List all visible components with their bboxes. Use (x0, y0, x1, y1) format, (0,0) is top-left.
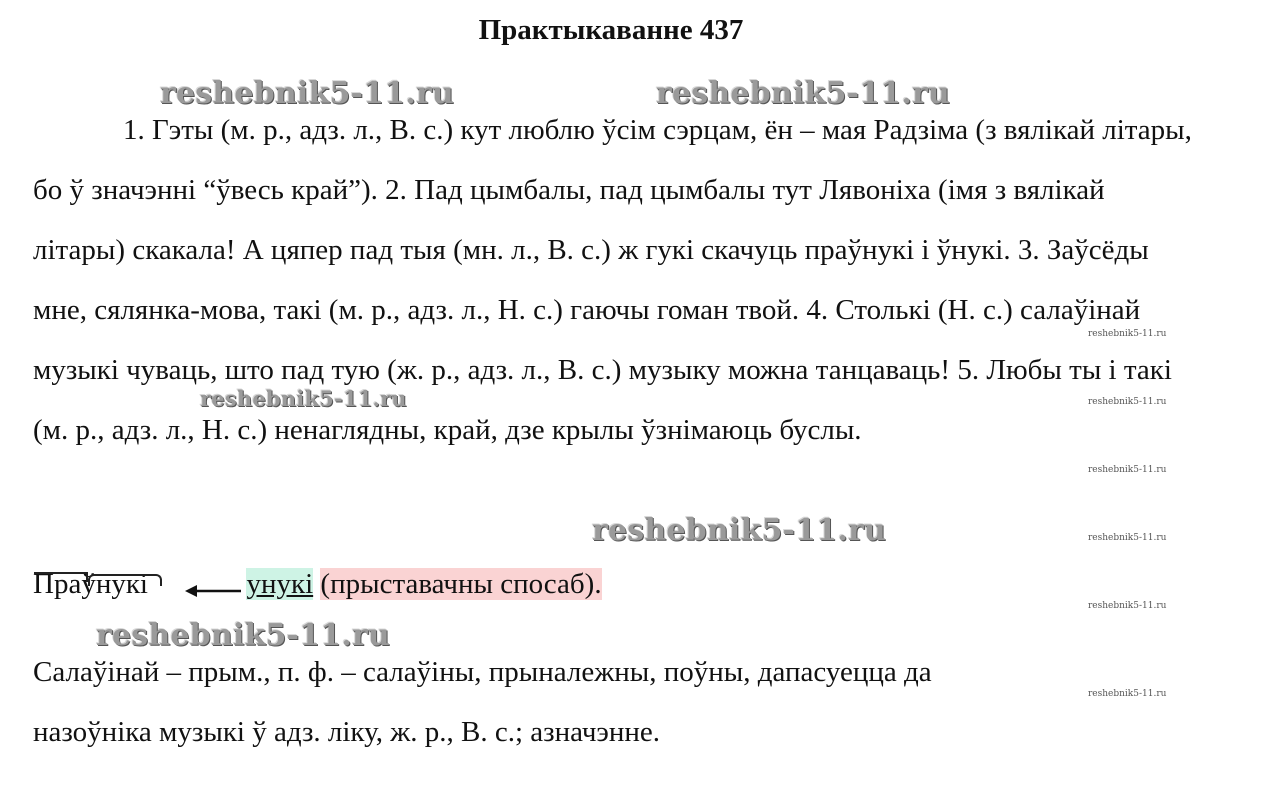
watermark-small: reshebnik5-11.ru (1088, 601, 1167, 611)
watermark-small: reshebnik5-11.ru (1088, 329, 1167, 339)
watermark: reshebnik5-11.ru (656, 76, 950, 111)
watermark-small: reshebnik5-11.ru (1088, 533, 1167, 543)
exercise-paragraph: 1. Гэты (м. р., адз. л., В. с.) кут люблю ўсім сэрцам, ён – мая Радзіма (з вялікай літары, бо ў значэнні “ўвесь край”). 2. Пад цымбалы, пад цымбалы тут Лявоніха (імя з вялікай літары) скакала! А цяпер пад тыя (мн. л., В. с.) ж гукі скачуць праўнукі і ўнукі. 3. Заўсёды мне, сялянка-мова, такі (м. р., адз. л., Н. с.) гаючы гоман твой. 4. Столькі (Н. с.) салаўінай музыкі чуваць, што пад тую (ж. р., адз. л., В. с.) музыку можна танцаваць! 5. Любы ты і такі (м. р., адз. л., Н. с.) ненаглядны, край, дзе крылы ўзнімаюць буслы. (33, 114, 1192, 446)
method-text: (прыставачны спосаб). (320, 568, 602, 600)
watermark: reshebnik5-11.ru (200, 386, 407, 411)
derived-word: Праўнукі (33, 568, 148, 600)
base-word: унукі (246, 568, 314, 600)
watermark-small: reshebnik5-11.ru (1088, 689, 1167, 699)
watermark: reshebnik5-11.ru (96, 618, 390, 653)
exercise-text (33, 100, 1193, 460)
watermark-small: reshebnik5-11.ru (1088, 465, 1167, 475)
root-marker (88, 574, 162, 586)
watermark: reshebnik5-11.ru (160, 76, 454, 111)
page-title: Практыкаванне 437 (478, 14, 744, 46)
watermark: reshebnik5-11.ru (592, 513, 886, 548)
watermark-small: reshebnik5-11.ru (1088, 397, 1167, 407)
arrow-left-icon (185, 584, 243, 598)
analysis-line-2: назоўніка музыкі ў адз. ліку, ж. р., В. с.; азначэнне. (33, 716, 661, 748)
prefix-marker (34, 572, 88, 582)
analysis-line-1: Салаўінай – прым., п. ф. – салаўіны, прыналежны, поўны, дапасуецца да (33, 656, 932, 688)
